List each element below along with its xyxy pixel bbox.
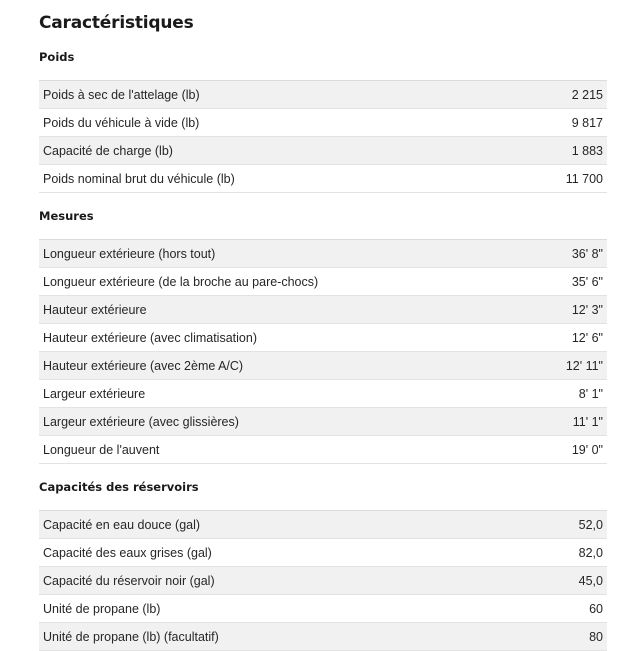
spec-value: 9 817 xyxy=(571,115,603,130)
spec-value: 2 215 xyxy=(571,87,603,102)
spec-row xyxy=(39,380,607,408)
spec-label: Poids nominal brut du véhicule (lb) xyxy=(43,171,235,186)
spec-value: 80 xyxy=(589,629,603,644)
spec-value: 12' 6" xyxy=(571,330,603,345)
spec-value: 82,0 xyxy=(578,545,603,560)
spec-label: Hauteur extérieure (avec 2ème A/C) xyxy=(43,358,244,373)
spec-value: 11' 1" xyxy=(572,414,603,429)
spec-row xyxy=(39,296,607,324)
spec-row xyxy=(39,240,607,268)
spec-row xyxy=(39,81,607,109)
spec-label: Capacité des eaux grises (gal) xyxy=(43,545,212,560)
spec-label: Largeur extérieure (avec glissières) xyxy=(43,414,239,429)
spec-label: Capacité du réservoir noir (gal) xyxy=(43,573,215,588)
section-reservoirs xyxy=(39,478,607,651)
spec-value: 45,0 xyxy=(578,573,603,588)
spec-row xyxy=(39,595,607,623)
spec-table-mesures xyxy=(39,239,607,464)
spec-value: 60 xyxy=(589,601,603,616)
spec-row xyxy=(39,623,607,651)
spec-value: 12' 3" xyxy=(571,302,603,317)
page-title: Caractéristiques xyxy=(39,13,194,33)
section-title: Mesures xyxy=(39,209,94,223)
section-mesures xyxy=(39,207,607,464)
spec-label: Unité de propane (lb) (facultatif) xyxy=(43,629,219,644)
spec-label: Hauteur extérieure xyxy=(43,302,147,317)
specifications-panel xyxy=(39,10,607,651)
spec-label: Poids à sec de l'attelage (lb) xyxy=(43,87,200,102)
spec-value: 19' 0" xyxy=(571,442,603,457)
spec-label: Capacité en eau douce (gal) xyxy=(43,517,201,532)
spec-label: Longueur extérieure (de la broche au pare-chocs) xyxy=(43,274,319,289)
spec-row xyxy=(39,268,607,296)
spec-value: 52,0 xyxy=(578,517,603,532)
section-poids xyxy=(39,48,607,193)
spec-label: Longueur de l'auvent xyxy=(43,442,160,457)
spec-label: Longueur extérieure (hors tout) xyxy=(43,246,216,261)
spec-value: 8' 1" xyxy=(578,386,603,401)
spec-value: 36' 8" xyxy=(571,246,603,261)
spec-row xyxy=(39,436,607,464)
section-title: Poids xyxy=(39,50,75,64)
spec-label: Largeur extérieure xyxy=(43,386,146,401)
spec-row xyxy=(39,352,607,380)
spec-value: 11 700 xyxy=(565,171,603,186)
spec-row xyxy=(39,511,607,539)
spec-row xyxy=(39,324,607,352)
section-title: Capacités des réservoirs xyxy=(39,480,199,494)
spec-row xyxy=(39,567,607,595)
spec-value: 12' 11" xyxy=(565,358,603,373)
spec-row xyxy=(39,165,607,193)
spec-label: Capacité de charge (lb) xyxy=(43,143,173,158)
spec-label: Poids du véhicule à vide (lb) xyxy=(43,115,200,130)
spec-value: 35' 6" xyxy=(571,274,603,289)
spec-table-reservoirs xyxy=(39,510,607,651)
spec-row xyxy=(39,408,607,436)
spec-label: Unité de propane (lb) xyxy=(43,601,161,616)
spec-table-poids xyxy=(39,80,607,193)
spec-row xyxy=(39,137,607,165)
spec-label: Hauteur extérieure (avec climatisation) xyxy=(43,330,257,345)
spec-row xyxy=(39,539,607,567)
spec-value: 1 883 xyxy=(571,143,603,158)
spec-row xyxy=(39,109,607,137)
